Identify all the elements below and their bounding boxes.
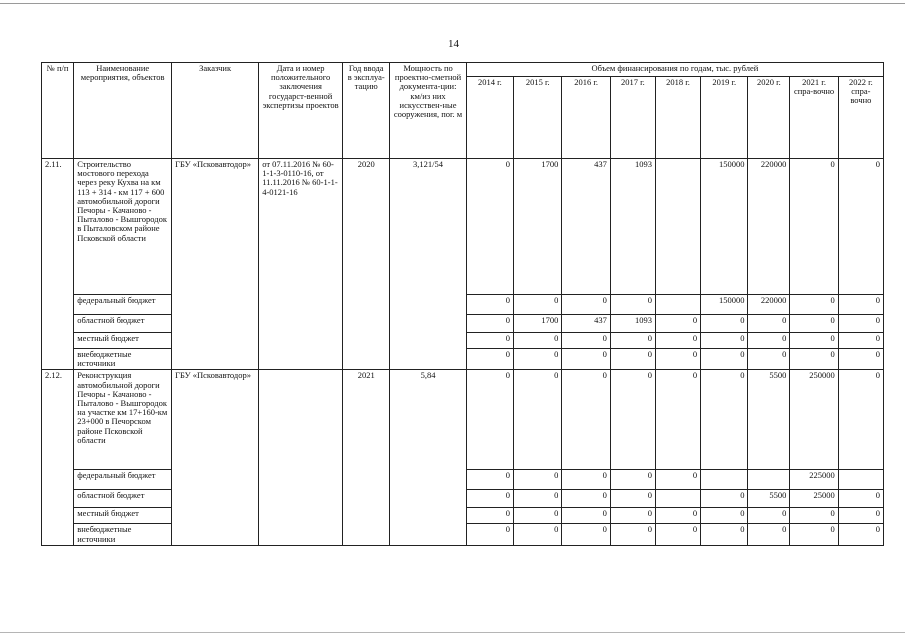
header-expertise: Дата и номер положительного заключения государст-венной экспертизы проектов — [259, 63, 343, 159]
header-customer: Заказчик — [172, 63, 259, 159]
funding-cell: 0 — [838, 333, 883, 349]
funding-cell — [838, 470, 883, 490]
header-year-col: 2022 г. спра-вочно — [838, 77, 883, 159]
funding-cell: 0 — [790, 333, 838, 349]
funding-cell: 0 — [655, 315, 700, 333]
funding-cell: 0 — [838, 508, 883, 524]
funding-cell: 0 — [466, 524, 513, 545]
funding-cell: 0 — [790, 349, 838, 370]
funding-cell — [655, 295, 700, 315]
funding-cell: 0 — [562, 524, 610, 545]
funding-cell: 0 — [466, 349, 513, 370]
funding-cell: 1700 — [514, 159, 562, 295]
funding-cell: 0 — [562, 508, 610, 524]
funding-cell — [655, 490, 700, 508]
funding-cell: 0 — [610, 490, 655, 508]
funding-cell: 0 — [790, 315, 838, 333]
funding-cell: 0 — [466, 315, 513, 333]
header-funding: Объем финансирования по годам, тыс. рублей — [466, 63, 883, 77]
header-year-col: 2014 г. — [466, 77, 513, 159]
funding-cell: 0 — [838, 315, 883, 333]
funding-cell: 0 — [466, 370, 513, 470]
funding-cell: 0 — [610, 470, 655, 490]
item-name: Строительство мостового перехода через реку Кухва на км 113 + 314 - км 117 + 600 автомобильной дороги Печоры - Качаново - Пыталово - Вышгородок в Пыталовском районе Псковской области — [74, 159, 172, 295]
funding-cell: 0 — [610, 508, 655, 524]
funding-cell: 0 — [655, 470, 700, 490]
funding-cell: 0 — [748, 315, 790, 333]
header-year-col: 2015 г. — [514, 77, 562, 159]
funding-cell: 250000 — [790, 370, 838, 470]
funding-cell: 0 — [610, 295, 655, 315]
table-row — [42, 370, 884, 470]
funding-cell: 0 — [790, 508, 838, 524]
header-year-col: 2019 г. — [701, 77, 748, 159]
funding-cell: 0 — [610, 370, 655, 470]
header-year-col: 2018 г. — [655, 77, 700, 159]
funding-cell: 0 — [838, 524, 883, 545]
item-customer: ГБУ «Псковавтодор» — [172, 370, 259, 545]
funding-cell: 220000 — [748, 159, 790, 295]
item-name: Реконструкция автомобильной дороги Печоры - Качаново - Пыталово - Вышгородок на участке км 17+160-км 23+000 в Печорском районе Псковской области — [74, 370, 172, 470]
item-capacity: 5,84 — [390, 370, 466, 545]
funding-cell: 0 — [466, 508, 513, 524]
funding-cell: 0 — [514, 349, 562, 370]
funding-cell: 0 — [748, 333, 790, 349]
financing-table — [41, 62, 884, 546]
header-year-col: 2016 г. — [562, 77, 610, 159]
funding-cell: 1700 — [514, 315, 562, 333]
funding-cell: 0 — [655, 333, 700, 349]
funding-cell: 0 — [701, 370, 748, 470]
funding-cell: 437 — [562, 159, 610, 295]
funding-cell: 0 — [790, 524, 838, 545]
item-expertise — [259, 370, 343, 545]
header-year: Год ввода в эксплуа-тацию — [343, 63, 390, 159]
funding-cell: 0 — [838, 370, 883, 470]
funding-cell — [655, 159, 700, 295]
budget-source-label: внебюджетные источники — [74, 349, 172, 370]
funding-cell: 0 — [701, 349, 748, 370]
item-number: 2.12. — [42, 370, 74, 545]
funding-cell: 0 — [562, 349, 610, 370]
funding-cell: 0 — [701, 333, 748, 349]
funding-cell: 0 — [514, 295, 562, 315]
funding-cell: 150000 — [701, 159, 748, 295]
funding-cell: 0 — [790, 159, 838, 295]
page-number: 14 — [448, 38, 459, 50]
budget-source-label: местный бюджет — [74, 333, 172, 349]
item-number: 2.11. — [42, 159, 74, 370]
item-capacity: 3,121/54 — [390, 159, 466, 370]
funding-cell: 1093 — [610, 315, 655, 333]
funding-cell: 225000 — [790, 470, 838, 490]
budget-source-label: местный бюджет — [74, 508, 172, 524]
funding-cell: 0 — [466, 490, 513, 508]
funding-cell: 0 — [514, 524, 562, 545]
funding-cell: 0 — [655, 349, 700, 370]
budget-source-label: областной бюджет — [74, 490, 172, 508]
funding-cell: 0 — [748, 508, 790, 524]
funding-cell: 0 — [562, 370, 610, 470]
funding-cell: 0 — [838, 159, 883, 295]
funding-cell — [701, 470, 748, 490]
funding-cell: 0 — [514, 490, 562, 508]
funding-cell: 0 — [562, 490, 610, 508]
funding-cell: 1093 — [610, 159, 655, 295]
funding-cell: 0 — [514, 508, 562, 524]
funding-cell: 0 — [838, 295, 883, 315]
budget-source-label: федеральный бюджет — [74, 470, 172, 490]
budget-source-label: федеральный бюджет — [74, 295, 172, 315]
funding-cell: 0 — [562, 333, 610, 349]
header-year-col: 2020 г. — [748, 77, 790, 159]
funding-cell: 0 — [466, 470, 513, 490]
header-year-col: 2021 г. спра-вочно — [790, 77, 838, 159]
funding-cell: 5500 — [748, 490, 790, 508]
funding-cell: 0 — [655, 524, 700, 545]
funding-cell: 0 — [701, 490, 748, 508]
funding-cell: 0 — [701, 524, 748, 545]
table-row — [42, 159, 884, 295]
funding-cell: 220000 — [748, 295, 790, 315]
funding-cell: 0 — [466, 333, 513, 349]
funding-cell: 0 — [610, 524, 655, 545]
funding-cell: 0 — [655, 508, 700, 524]
bottom-scan-edge — [0, 632, 905, 633]
header-num: № п/п — [42, 63, 74, 159]
item-expertise: от 07.11.2016 № 60-1-1-3-0110-16, от 11.11.2016 № 60-1-1-4-0121-16 — [259, 159, 343, 370]
funding-cell: 0 — [514, 370, 562, 470]
funding-cell: 0 — [748, 524, 790, 545]
funding-cell: 0 — [562, 470, 610, 490]
item-year: 2021 — [343, 370, 390, 545]
funding-cell: 150000 — [701, 295, 748, 315]
item-year: 2020 — [343, 159, 390, 370]
header-year-col: 2017 г. — [610, 77, 655, 159]
funding-cell: 0 — [790, 295, 838, 315]
funding-cell: 0 — [610, 333, 655, 349]
funding-cell: 5500 — [748, 370, 790, 470]
funding-cell: 0 — [701, 315, 748, 333]
funding-cell: 0 — [701, 508, 748, 524]
top-scan-edge — [0, 3, 905, 4]
funding-cell: 437 — [562, 315, 610, 333]
funding-cell: 25000 — [790, 490, 838, 508]
funding-cell: 0 — [748, 349, 790, 370]
funding-cell: 0 — [610, 349, 655, 370]
funding-cell: 0 — [466, 159, 513, 295]
funding-cell: 0 — [466, 295, 513, 315]
funding-cell — [748, 470, 790, 490]
budget-source-label: областной бюджет — [74, 315, 172, 333]
funding-cell: 0 — [655, 370, 700, 470]
funding-cell: 0 — [514, 470, 562, 490]
header-capacity: Мощность по проектно-сметной документа-ции: км/из них искусствен-ные сооружения, пог. м — [390, 63, 466, 159]
budget-source-label: внебюджетные источники — [74, 524, 172, 545]
item-customer: ГБУ «Псковавтодор» — [172, 159, 259, 370]
funding-cell: 0 — [562, 295, 610, 315]
funding-cell: 0 — [838, 349, 883, 370]
header-name: Наименование мероприятия, объектов — [74, 63, 172, 159]
funding-cell: 0 — [514, 333, 562, 349]
funding-cell: 0 — [838, 490, 883, 508]
